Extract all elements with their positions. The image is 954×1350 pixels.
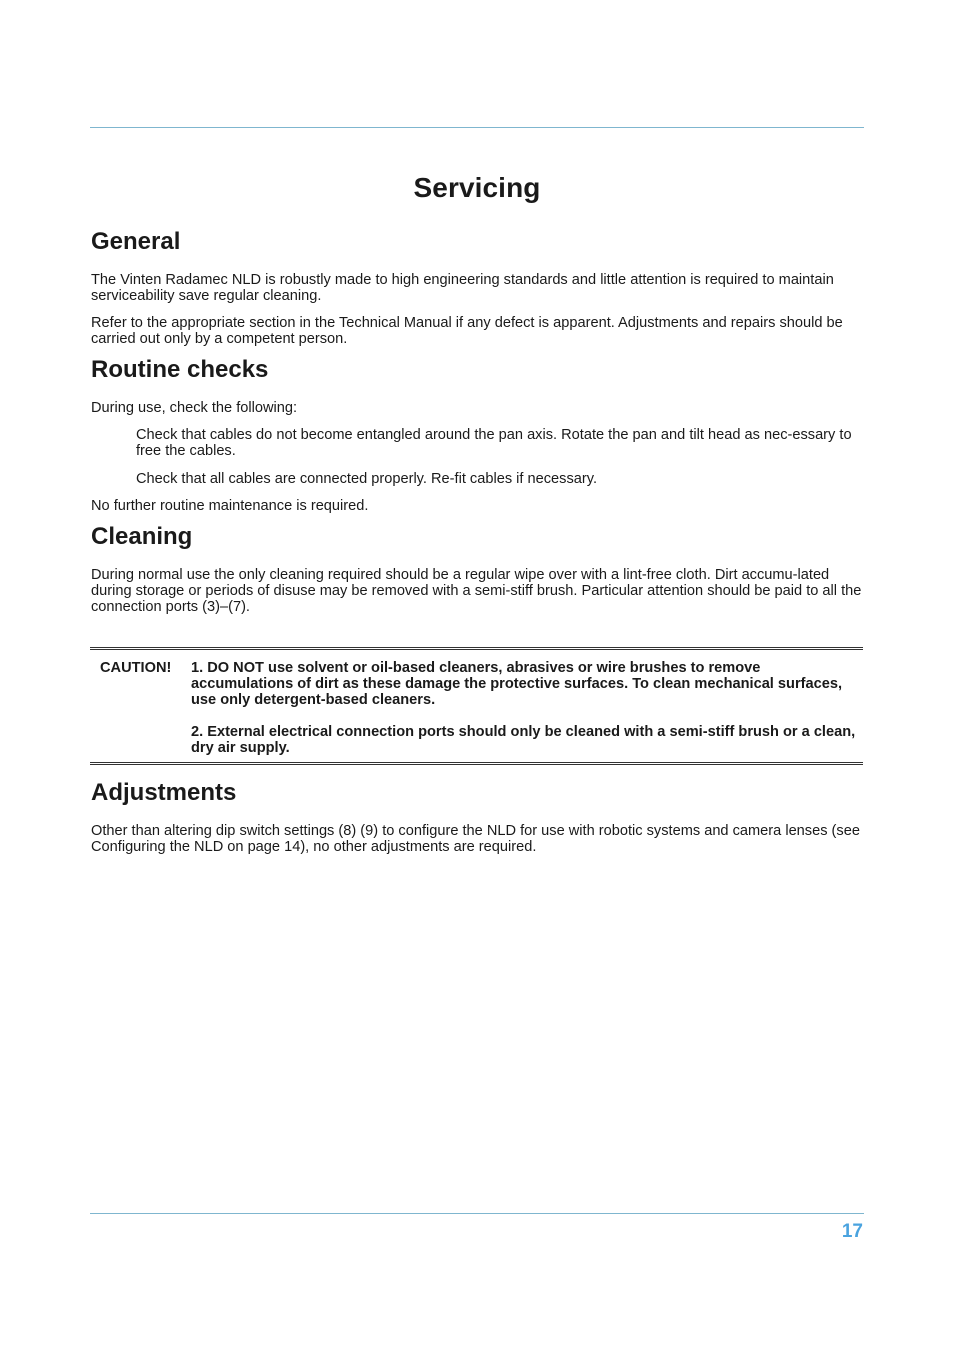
general-paragraph-1: The Vinten Radamec NLD is robustly made to high engineering standards and little attention is required to maintain serviceability save regular cleaning. (91, 272, 834, 304)
general-paragraph-2: Refer to the appropriate section in the Technical Manual if any defect is apparent. Adjustments and repairs should be carried out only by a competent person. (91, 315, 843, 347)
routine-check-item: Check that all cables are connected properly. Re-fit cables if necessary. (136, 471, 598, 487)
routine-check-item: Check that cables do not become entangled around the pan axis. Rotate the pan and tilt head as nec-essary to free the cables. (136, 427, 852, 459)
header-rule (90, 127, 864, 128)
heading-general: General (91, 228, 181, 255)
page-title: Servicing (413, 172, 541, 203)
heading-adjustments: Adjustments (91, 779, 237, 806)
cleaning-paragraph: During normal use the only cleaning required should be a regular wipe over with a lint-free cloth. Dirt accumu-lated during storage or periods of disuse may be removed with a semi-stiff brush. Particular attention should be paid to all the connection ports (3)–(7). (91, 567, 862, 615)
heading-cleaning: Cleaning (91, 523, 193, 550)
caution-item-2: 2. External electrical connection ports should only be cleaned with a semi-stiff brush or a clean, dry air supply. (191, 724, 856, 756)
caution-label: CAUTION! (100, 660, 172, 676)
page-number: 17 (841, 1221, 863, 1242)
caution-item-1: 1. DO NOT use solvent or oil-based cleaners, abrasives or wire brushes to remove accumulations of dirt as these damage the protective surfaces. To clean mechanical surfaces, use only detergent-based cleaners. (191, 660, 843, 708)
routine-outro: No further routine maintenance is required. (91, 498, 369, 514)
routine-intro: During use, check the following: (91, 400, 298, 416)
footer-rule (90, 1213, 864, 1214)
caution-box (90, 647, 863, 765)
heading-routine-checks: Routine checks (91, 356, 269, 383)
adjustments-paragraph: Other than altering dip switch settings (8) (9) to configure the NLD for use with robotic systems and camera lenses (see Configuring the NLD on page 14), no other adjustments are required. (91, 823, 860, 855)
